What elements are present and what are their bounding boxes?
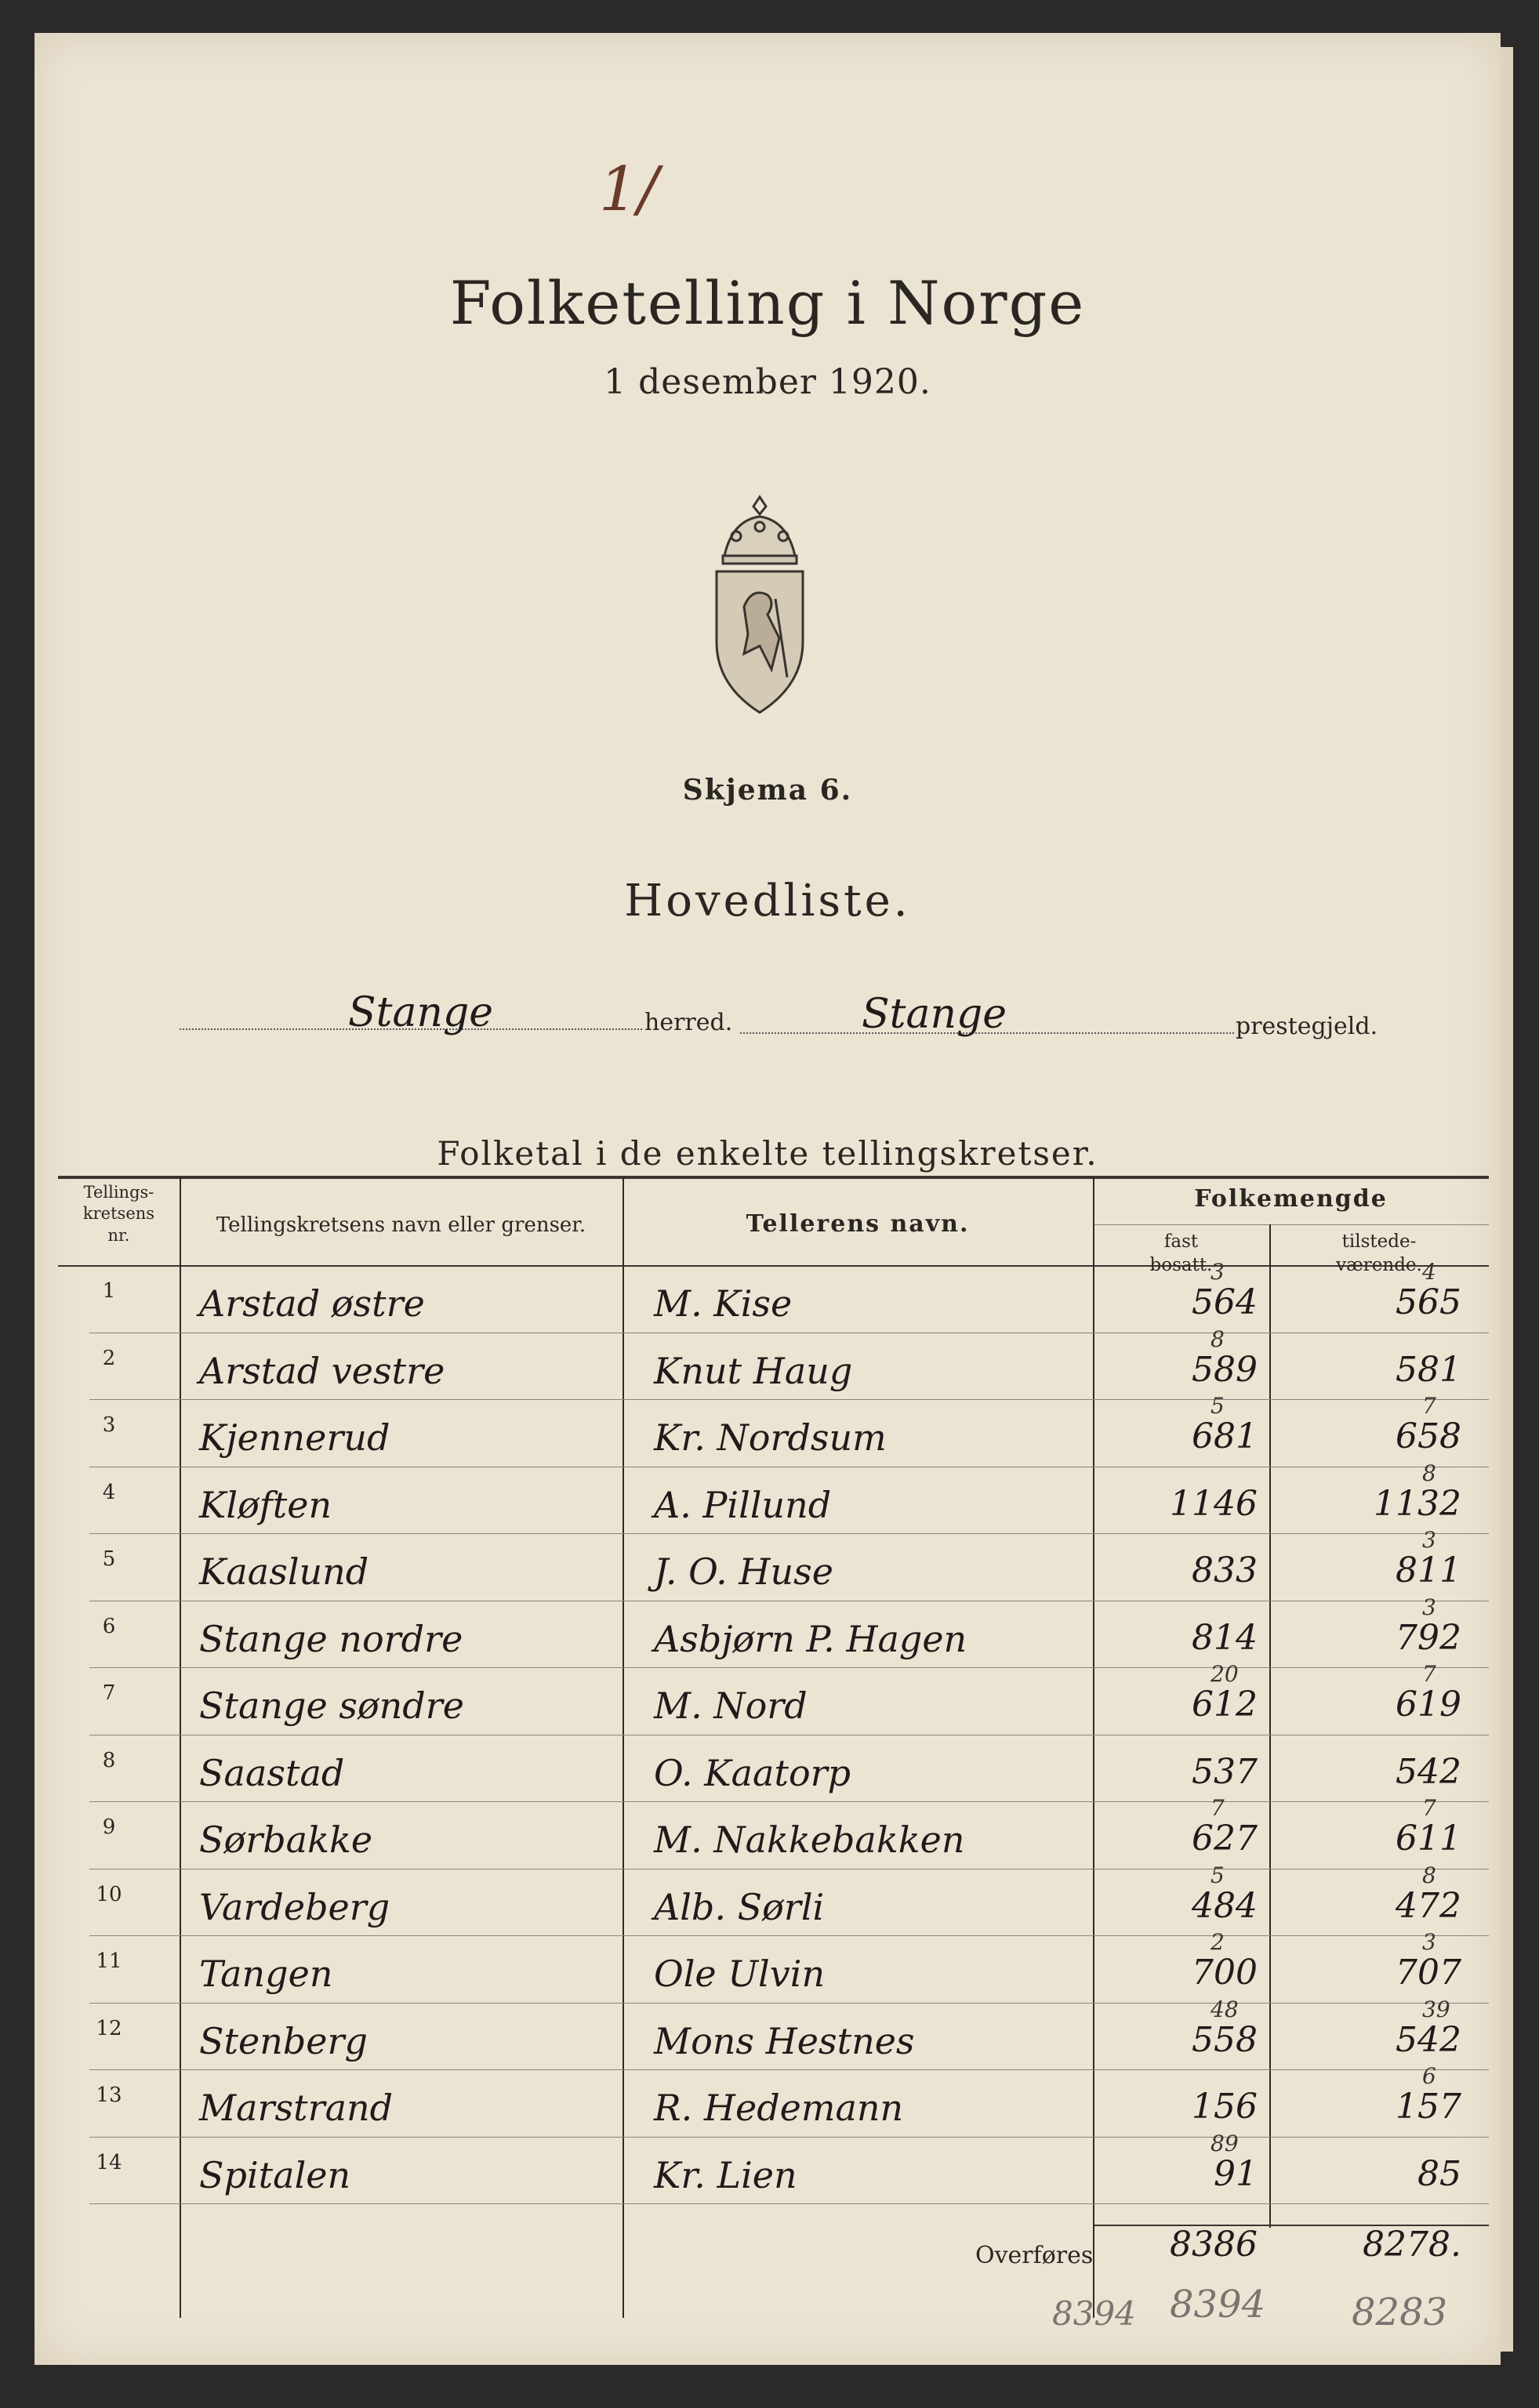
row-number: 8 xyxy=(102,1748,116,1772)
row-number: 1 xyxy=(102,1279,116,1303)
prestegjeld-value: Stange xyxy=(862,991,1007,1038)
counter-name: Kr. Lien xyxy=(654,2153,797,2196)
tilstede-note: 3 xyxy=(1422,1929,1436,1955)
tilstede-note: 39 xyxy=(1422,1996,1450,2022)
row-number: 2 xyxy=(102,1346,116,1370)
header-population: Folkemengde xyxy=(1194,1185,1388,1213)
schema-label: Skjema 6. xyxy=(682,774,853,807)
tilstede-value: 707 xyxy=(1396,1953,1461,1993)
tilstede-value: 611 xyxy=(1396,1819,1461,1859)
tilstede-value: 619 xyxy=(1396,1685,1461,1724)
herred-value: Stange xyxy=(348,989,494,1036)
district-name: Stange nordre xyxy=(199,1617,463,1660)
counter-name: Mons Hestnes xyxy=(654,2019,915,2062)
district-name: Kløften xyxy=(199,1483,332,1526)
fast-value: 612 xyxy=(1192,1685,1258,1724)
pencil-note-fast: 8394 xyxy=(1170,2283,1266,2326)
tilstede-note: 7 xyxy=(1422,1795,1436,1821)
header-fast: fast bosatt. xyxy=(1149,1231,1213,1275)
fast-note: 48 xyxy=(1211,1996,1239,2022)
tilstede-note: 7 xyxy=(1422,1661,1436,1687)
fast-note: 5 xyxy=(1211,1393,1225,1419)
row-number: 11 xyxy=(96,1949,122,1973)
district-name: Arstad østre xyxy=(199,1282,425,1325)
counter-name: R. Hedemann xyxy=(654,2087,904,2129)
tilstede-note: 6 xyxy=(1422,2063,1436,2089)
fast-value: 156 xyxy=(1192,2087,1258,2127)
row-number: 12 xyxy=(96,2016,122,2040)
row-number: 6 xyxy=(102,1614,116,1638)
district-name: Stange søndre xyxy=(199,1685,464,1727)
row-number: 5 xyxy=(102,1547,116,1571)
section-title: Folketal i de enkelte tellingskretser. xyxy=(437,1134,1098,1173)
tilstede-value: 157 xyxy=(1396,2087,1461,2127)
district-name: Kaaslund xyxy=(199,1550,369,1593)
counter-name: Knut Haug xyxy=(654,1349,853,1392)
district-name: Vardeberg xyxy=(199,1885,390,1928)
fast-note: 3 xyxy=(1211,1259,1225,1285)
census-form-page xyxy=(34,33,1501,2365)
tilstede-value: 542 xyxy=(1396,1751,1461,1792)
header-counter: Tellerens navn. xyxy=(746,1210,970,1238)
form-date: 1 desember 1920. xyxy=(604,362,931,402)
counter-name: M. Nord xyxy=(654,1685,808,1727)
district-name: Stenberg xyxy=(199,2019,368,2062)
counter-name: Kr. Nordsum xyxy=(654,1416,887,1459)
fast-value: 537 xyxy=(1192,1751,1258,1792)
header-name: Tellingskretsens navn eller grenser. xyxy=(216,1213,586,1237)
row-number: 9 xyxy=(102,1815,116,1839)
tilstede-value: 792 xyxy=(1396,1617,1461,1658)
tilstede-note: 8 xyxy=(1422,1862,1436,1888)
fast-value: 564 xyxy=(1192,1282,1258,1322)
row-number: 14 xyxy=(96,2150,122,2174)
row-number: 13 xyxy=(96,2083,122,2107)
fast-value: 589 xyxy=(1192,1349,1258,1390)
district-name: Saastad xyxy=(199,1751,345,1794)
footer-tilstede-total: 8278. xyxy=(1363,2225,1461,2265)
tilstede-note: 3 xyxy=(1422,1594,1436,1620)
counter-name: J. O. Huse xyxy=(654,1550,833,1593)
fast-note: 89 xyxy=(1211,2130,1239,2156)
prestegjeld-label: prestegjeld. xyxy=(1236,1013,1378,1040)
coat-of-arms-icon xyxy=(701,481,819,720)
row-number: 7 xyxy=(102,1681,116,1705)
tilstede-value: 542 xyxy=(1396,2019,1461,2060)
row-number: 10 xyxy=(96,1882,122,1906)
tilstede-value: 565 xyxy=(1396,1282,1461,1322)
district-name: Spitalen xyxy=(199,2153,351,2196)
footer-fast-total: 8386 xyxy=(1170,2225,1258,2265)
pencil-note-tilstede: 8283 xyxy=(1352,2290,1448,2334)
fast-note: 2 xyxy=(1211,1929,1225,1955)
tilstede-value: 85 xyxy=(1417,2153,1461,2194)
counter-name: Ole Ulvin xyxy=(654,1953,826,1995)
row-rule xyxy=(89,2203,1489,2204)
fast-value: 1146 xyxy=(1170,1483,1258,1524)
counter-name: Alb. Sørli xyxy=(654,1885,825,1928)
footer-label: Overføres xyxy=(975,2242,1094,2269)
fast-note: 5 xyxy=(1211,1862,1225,1888)
fast-note: 20 xyxy=(1211,1661,1239,1687)
district-name: Tangen xyxy=(199,1953,333,1995)
counter-name: Asbjørn P. Hagen xyxy=(654,1617,967,1660)
fast-value: 484 xyxy=(1192,1885,1258,1926)
fast-value: 814 xyxy=(1192,1617,1258,1658)
district-name: Sørbakke xyxy=(199,1819,373,1861)
counter-name: O. Kaatorp xyxy=(654,1751,851,1794)
tilstede-value: 811 xyxy=(1396,1550,1461,1590)
row-number: 3 xyxy=(102,1413,116,1437)
row-number: 4 xyxy=(102,1480,116,1504)
district-name: Marstrand xyxy=(199,2087,394,2129)
counter-name: A. Pillund xyxy=(654,1483,832,1526)
fast-value: 833 xyxy=(1192,1550,1258,1590)
header-tilstede: tilstede- værende. xyxy=(1336,1231,1422,1275)
list-title: Hovedliste. xyxy=(624,876,911,927)
fast-value: 558 xyxy=(1192,2019,1258,2060)
tilstede-note: 7 xyxy=(1422,1393,1436,1419)
tilstede-note: 3 xyxy=(1422,1527,1436,1553)
handwritten-annotation: 1/ xyxy=(599,154,659,225)
district-name: Kjennerud xyxy=(199,1416,390,1459)
counter-name: M. Nakkebakken xyxy=(654,1819,965,1861)
counter-name: M. Kise xyxy=(654,1282,793,1325)
form-title: Folketelling i Norge xyxy=(449,268,1086,338)
header-nr: Tellings- kretsens nr. xyxy=(82,1183,155,1245)
tilstede-note: 4 xyxy=(1422,1259,1436,1285)
tilstede-note: 8 xyxy=(1422,1460,1436,1486)
district-name: Arstad vestre xyxy=(199,1349,445,1392)
fast-note: 7 xyxy=(1211,1795,1225,1821)
fast-value: 681 xyxy=(1192,1416,1258,1456)
herred-label: herred. xyxy=(644,1009,733,1036)
fast-value: 627 xyxy=(1192,1819,1258,1859)
tilstede-value: 581 xyxy=(1396,1349,1461,1390)
fast-value: 91 xyxy=(1214,2153,1258,2194)
tilstede-value: 658 xyxy=(1396,1416,1461,1456)
pencil-note-left: 8394 xyxy=(1052,2294,1136,2333)
tilstede-value: 472 xyxy=(1396,1885,1461,1926)
fast-note: 8 xyxy=(1211,1325,1225,1352)
tilstede-value: 1132 xyxy=(1374,1483,1461,1524)
fast-value: 700 xyxy=(1192,1953,1258,1993)
